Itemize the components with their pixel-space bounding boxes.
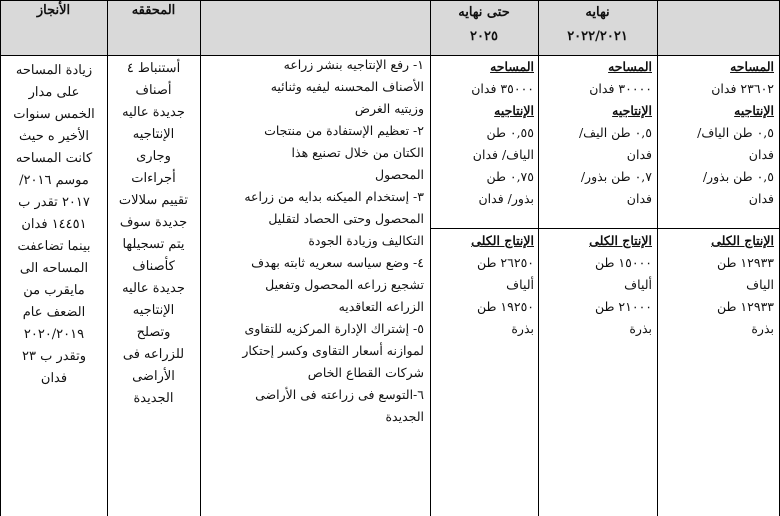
header-end-2022-line1: نهايه <box>585 5 610 20</box>
current-lower: الإنتاج الكلى ١٢٩٣٣ طن الياف ١٢٩٣٣ طن بذرة <box>711 233 774 336</box>
header-achieved: المحققه <box>131 3 176 18</box>
achievement-column: زيادة المساحه على مدار الخمس سنوات الأخير ه حيث كانت المساحه موسم ٢٠١٦/ ٢٠١٧ تقدر ب ١٤٤٥١ فدان بينما تضاعفت المساحه الى مايقرب من الضعف عام ٢٠٢٠/٢٠١٩ وتقدر ب ٢٣ فدان <box>13 63 95 386</box>
current-upper: المساحه ٢٣٦٠٢ فدان الإنتاجيه ٠,٥ طن الياف/ فدان ٠,٥ طن بذور/ فدان <box>697 59 774 206</box>
header-target-2025-line2: ٢٠٢٥ <box>470 29 498 44</box>
end-2022-upper: المساحه ٣٠٠٠٠ فدان الإنتاجيه ٠,٥ طن اليف/ فدان ٠,٧ طن بذور/ فدان <box>578 59 652 206</box>
achieved-column: أستنباط ٤ أصناف جديدة عاليه الإنتاجيه وجارى أجراءات تقييم سلالات جديدة سوف يتم تسجيلها كأصناف جديدة عاليه الإنتاجيه وتصلح للزراعه فى الأراضى الجديدة <box>118 61 189 406</box>
target-2025-lower: الإنتاج الكلى ٢٦٢٥٠ طن ألياف ١٩٢٥٠ طن بذرة <box>471 233 534 336</box>
target-2025-upper: المساحه ٣٥٠٠٠ فدان الإنتاجيه ٠,٥٥ طن الياف/ فدان ٠,٧٥ طن بذور/ فدان <box>471 59 534 206</box>
end-2022-lower: الإنتاج الكلى ١٥٠٠٠ طن ألياف ٢١٠٠٠ طن بذرة <box>589 233 652 336</box>
objectives-column: ١- رفع الإنتاجيه بنشر زراعه الأصناف المحسنه ليفيه وثنائيه وزيتيه الغرض ٢- تعظيم الإستفادة من منتجات الكتان من خلال تصنيع هذا المحصول ٣- إستخدام الميكنه بدايه من زراعه المحصول وحتى الحصاد لتقليل التكاليف وزيادة الجودة ٤- وضع سياسه سعريه ثابته بهدف تشجيع زراعه المحصول وتفعيل الزراعه التعاقديه ٥- إشتراك الإدارة المركزيه للتقاوى لموازنه أسعار التقاوى وكسر إحتكار شركات القطاع الخاص ٦-التوسع فى زراعته فى الأراضى الجديدة <box>242 57 424 424</box>
header-achievement: الأنجاز <box>36 3 71 18</box>
header-end-2022-line2: ٢٠٢٢/٢٠٢١ <box>567 29 628 44</box>
header-target-2025-line1: حتى نهايه <box>458 5 510 20</box>
